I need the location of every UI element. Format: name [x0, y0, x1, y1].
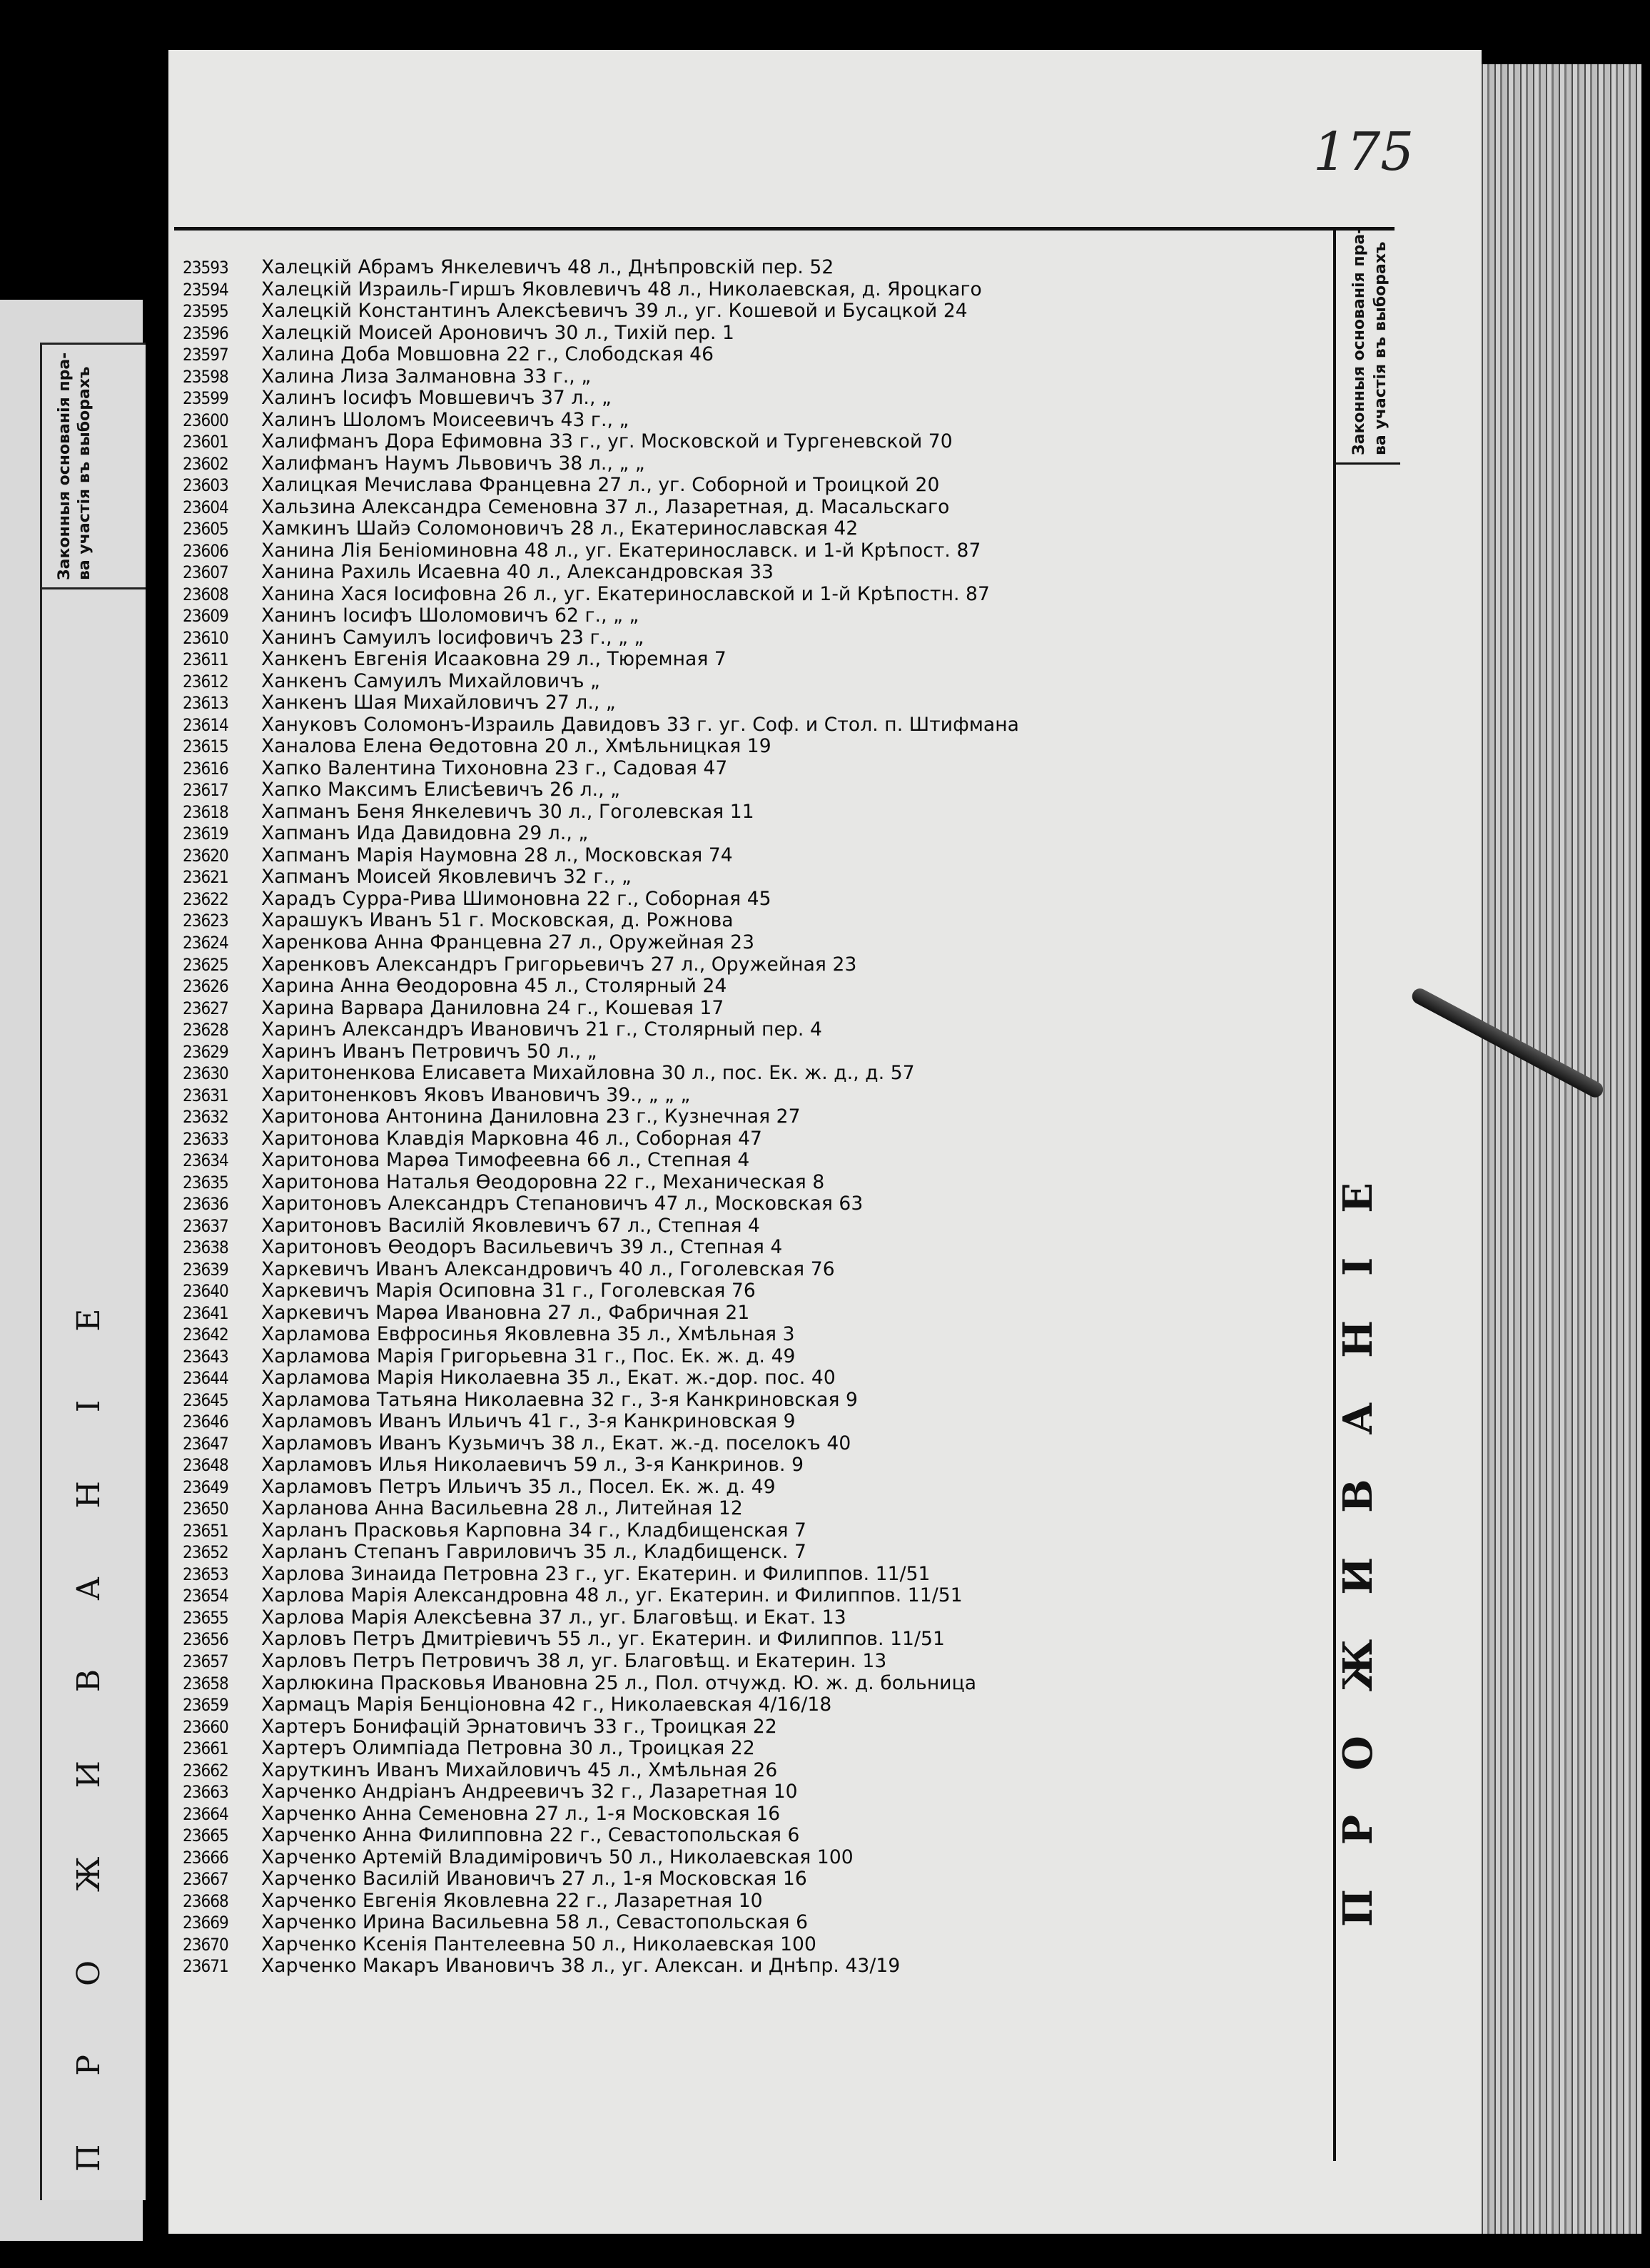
entry-number: 23666	[183, 1847, 228, 1868]
list-item	[183, 1564, 1310, 1586]
entry-text: Харченко Ирина Васильевна 58 л., Севастопольская 6	[261, 1911, 809, 1934]
list-item	[183, 1868, 1310, 1890]
entry-text: Ханинъ Самуилъ Іосифовичъ 23 г., „ „	[261, 626, 644, 649]
entry-text: Харитонова Клавдія Марковна 46 л., Соборная 47	[261, 1127, 763, 1150]
list-item	[183, 584, 1310, 606]
entry-text: Харенкова Анна Францевна 27 л., Оружейная 23	[261, 931, 755, 953]
list-item	[183, 1738, 1310, 1760]
entry-number: 23616	[183, 758, 228, 779]
entry-number: 23646	[183, 1412, 228, 1432]
entry-number: 23641	[183, 1302, 228, 1323]
list-item	[183, 1803, 1310, 1826]
right-header-line2: ва участія въ выборахъ	[1372, 241, 1390, 455]
list-item	[183, 692, 1310, 714]
entry-text: Халинъ Іосифъ Мовшевичъ 37 л., „	[261, 387, 612, 410]
left-column-frame	[40, 343, 146, 2200]
entry-number: 23623	[183, 911, 228, 931]
entry-text: Харловъ Петръ Петровичъ 38 л, уг. Благовѣщ. и Екатерин. 13	[261, 1650, 887, 1672]
entry-number: 23642	[183, 1325, 228, 1345]
entry-number: 23640	[183, 1281, 228, 1302]
entry-number: 23651	[183, 1520, 228, 1541]
entry-text: Харитонова Наталья Ѳеодоровна 22 г., Механическая 8	[261, 1170, 825, 1193]
list-item	[183, 1890, 1310, 1913]
entry-number: 23658	[183, 1673, 228, 1694]
entry-number: 23593	[183, 258, 228, 278]
entry-text: Ханина Лія Беніоминовна 48 л., уг. Екатеринославск. и 1-й Крѣпост. 87	[261, 539, 981, 562]
entry-number: 23660	[183, 1716, 228, 1737]
list-item	[183, 801, 1310, 824]
list-item	[183, 1280, 1310, 1302]
list-item	[183, 431, 1310, 453]
list-item	[183, 366, 1310, 388]
entry-number: 23670	[183, 1934, 228, 1955]
entry-text: Халецкій Моисей Ароновичъ 30 л., Тихій пер. 1	[261, 321, 734, 344]
entry-number: 23603	[183, 475, 228, 496]
list-item	[183, 1651, 1310, 1673]
list-item	[183, 323, 1310, 345]
list-item	[183, 1673, 1310, 1695]
entry-number: 23604	[183, 497, 228, 517]
entry-text: Харашукъ Иванъ 51 г. Московская, д. Рожнова	[261, 909, 734, 932]
list-item	[183, 453, 1310, 475]
right-header-line1: Законныя основанія пра-	[1350, 227, 1368, 455]
entry-text: Харламова Марія Григорьевна 31 г., Пос. Ек. ж. д. 49	[261, 1345, 796, 1367]
entry-text: Харланъ Прасковья Карповна 34 г., Кладбищенская 7	[261, 1519, 807, 1541]
entry-text: Ханкенъ Самуилъ Михайловичъ „	[261, 669, 600, 692]
list-item	[183, 1498, 1310, 1520]
entry-number: 23608	[183, 584, 228, 604]
entry-text: Харченко Евгенія Яковлевна 22 г., Лазаретная 10	[261, 1889, 763, 1912]
entry-text: Хапко Валентина Тихоновна 23 г., Садовая 47	[261, 756, 728, 779]
entry-number: 23628	[183, 1020, 228, 1041]
entry-number: 23655	[183, 1607, 228, 1628]
entry-text: Харламова Марія Николаевна 35 л., Екат. ж.-дор. пос. 40	[261, 1367, 836, 1389]
entry-text: Ханина Рахиль Исаевна 40 л., Александровская 33	[261, 561, 774, 584]
list-item	[183, 1237, 1310, 1259]
entry-number: 23636	[183, 1194, 228, 1215]
header-rule	[174, 227, 1395, 231]
entry-number: 23614	[183, 714, 228, 735]
entry-text: Харитоновъ Ѳеодоръ Васильевичъ 39 л., Степная 4	[261, 1236, 783, 1259]
entry-text: Халецкій Абрамъ Янкелевичъ 48 л., Днѣпровскій пер. 52	[261, 256, 834, 278]
list-item	[183, 932, 1310, 954]
entry-number: 23598	[183, 366, 228, 387]
entry-number: 23645	[183, 1389, 228, 1410]
list-item	[183, 562, 1310, 584]
list-item	[183, 1825, 1310, 1847]
list-item	[183, 1346, 1310, 1368]
entry-text: Харловъ Петръ Дмитріевичъ 55 л., уг. Екатерин. и Филиппов. 11/51	[261, 1628, 945, 1651]
entry-number: 23621	[183, 867, 228, 888]
entry-number: 23663	[183, 1782, 228, 1803]
entry-number: 23617	[183, 780, 228, 801]
entry-text: Халецкій Израиль-Гиршъ Яковлевичъ 48 л., Николаевская, д. Яроцкаго	[261, 278, 982, 300]
entry-number: 23632	[183, 1107, 228, 1128]
entry-text: Халина Лиза Залмановна 33 г., „	[261, 365, 592, 388]
entry-number: 23597	[183, 345, 228, 365]
list-item	[183, 1716, 1310, 1738]
list-item	[183, 1541, 1310, 1564]
entry-number: 23635	[183, 1172, 228, 1193]
entry-number: 23656	[183, 1629, 228, 1650]
entry-number: 23600	[183, 410, 228, 430]
entry-number: 23671	[183, 1956, 228, 1977]
entry-number: 23662	[183, 1760, 228, 1781]
entry-number: 23664	[183, 1803, 228, 1824]
list-item	[183, 823, 1310, 845]
list-item	[183, 866, 1310, 889]
list-item	[183, 736, 1310, 758]
entry-text: Харченко Анна Семеновна 27 л., 1-я Московская 16	[261, 1802, 781, 1825]
entry-text: Харина Анна Ѳеодоровна 45 л., Столярный 24	[261, 975, 727, 998]
entry-number: 23618	[183, 801, 228, 822]
entry-number: 23611	[183, 649, 228, 670]
entry-number: 23668	[183, 1890, 228, 1911]
entry-number: 23595	[183, 301, 228, 322]
entry-text: Харитоновъ Василій Яковлевичъ 67 л., Степная 4	[261, 1214, 760, 1237]
entry-number: 23627	[183, 998, 228, 1018]
entry-text: Харкевичъ Марѳа Ивановна 27 л., Фабричная 21	[261, 1301, 750, 1324]
entry-number: 23643	[183, 1346, 228, 1367]
list-item	[183, 497, 1310, 519]
right-header-text	[1349, 227, 1392, 455]
list-item	[183, 1934, 1310, 1956]
page-number: 175	[1313, 121, 1414, 183]
entry-number: 23630	[183, 1063, 228, 1084]
list-item	[183, 1389, 1310, 1412]
list-item	[183, 1607, 1310, 1629]
entry-text: Харинъ Александръ Ивановичъ 21 г., Столярный пер. 4	[261, 1018, 822, 1041]
entry-text: Халина Доба Мовшовна 22 г., Слободская 46	[261, 343, 714, 366]
entry-text: Харенковъ Александръ Григорьевичъ 27 л., Оружейная 23	[261, 953, 857, 976]
entry-text: Харченко Андріанъ Андреевичъ 32 г., Лазаретная 10	[261, 1781, 798, 1803]
list-item	[183, 1847, 1310, 1869]
entry-number: 23619	[183, 824, 228, 844]
page-edges	[1470, 64, 1641, 2234]
entry-text: Хануковъ Соломонъ-Израиль Давидовъ 33 г. уг. Соф. и Стол. п. Штифмана	[261, 713, 1020, 736]
entry-text: Харкевичъ Иванъ Александровичъ 40 л., Гоголевская 76	[261, 1257, 835, 1280]
list-item	[183, 279, 1310, 301]
list-item	[183, 845, 1310, 867]
entry-number: 23609	[183, 606, 228, 627]
list-item	[183, 1585, 1310, 1607]
list-item	[183, 410, 1310, 432]
entry-text: Харламовъ Иванъ Ильичъ 41 г., 3-я Канкриновская 9	[261, 1410, 796, 1433]
entry-number: 23661	[183, 1738, 228, 1759]
entry-number: 23638	[183, 1237, 228, 1258]
entry-text: Харитоненковъ Яковъ Ивановичъ 39., „ „ „	[261, 1083, 691, 1106]
previous-page-strip	[0, 300, 143, 2241]
entry-text: Хапко Максимъ Елисѣевичъ 26 л., „	[261, 779, 621, 801]
entry-number: 23644	[183, 1368, 228, 1389]
entry-number: 23612	[183, 671, 228, 692]
list-item	[183, 1041, 1310, 1063]
list-item	[183, 1128, 1310, 1150]
entry-number: 23629	[183, 1041, 228, 1062]
entry-number: 23626	[183, 976, 228, 997]
entry-number: 23659	[183, 1695, 228, 1716]
entry-number: 23596	[183, 323, 228, 343]
entry-text: Ханина Хася Іосифовна 26 л., уг. Екатеринославской и 1-й Крѣпостн. 87	[261, 582, 990, 605]
entry-number: 23602	[183, 453, 228, 474]
entry-number: 23620	[183, 845, 228, 866]
list-item	[183, 714, 1310, 736]
entry-text: Харланъ Степанъ Гавриловичъ 35 л., Кладбищенск. 7	[261, 1541, 807, 1564]
left-header-line2: ва участія въ выборахъ	[76, 366, 93, 580]
list-item	[183, 540, 1310, 562]
list-item	[183, 1433, 1310, 1455]
list-item	[183, 605, 1310, 627]
entry-text: Хартеръ Олимпіада Петровна 30 л., Троицкая 22	[261, 1737, 755, 1760]
right-column-header	[1336, 227, 1400, 465]
entry-text: Хапманъ Беня Янкелевичъ 30 л., Гоголевская 11	[261, 800, 754, 823]
list-item	[183, 1760, 1310, 1782]
entry-text: Халинъ Шоломъ Моисеевичъ 43 г., „	[261, 408, 629, 431]
entry-number: 23605	[183, 519, 228, 540]
entry-number: 23606	[183, 540, 228, 561]
entry-text: Хармацъ Марія Бенціоновна 42 г., Николаевская 4/16/18	[261, 1694, 832, 1716]
list-item	[183, 1324, 1310, 1346]
list-item	[183, 1019, 1310, 1041]
entry-number: 23657	[183, 1651, 228, 1671]
entry-text: Ханинъ Іосифъ Шоломовичъ 62 г., „ „	[261, 604, 639, 627]
entry-number: 23639	[183, 1259, 228, 1280]
entry-text: Харитоновъ Александръ Степановичъ 47 л., Московская 63	[261, 1193, 864, 1215]
entry-text: Халифманъ Наумъ Львовичъ 38 л., „ „	[261, 452, 645, 475]
entry-text: Хапманъ Моисей Яковлевичъ 32 г., „	[261, 866, 632, 889]
entry-number: 23601	[183, 432, 228, 452]
list-item	[183, 1193, 1310, 1215]
entry-text: Харламовъ Петръ Ильичъ 35 л., Посел. Ек. ж. д. 49	[261, 1475, 776, 1498]
list-item	[183, 910, 1310, 932]
list-item	[183, 1367, 1310, 1389]
entry-number: 23615	[183, 736, 228, 757]
list-item	[183, 1259, 1310, 1281]
entry-number: 23599	[183, 388, 228, 409]
entry-text: Харченко Макаръ Ивановичъ 38 л., уг. Алексан. и Днѣпр. 43/19	[261, 1955, 901, 1978]
left-header-text	[55, 345, 95, 580]
entry-number: 23624	[183, 932, 228, 953]
entry-text: Харуткинъ Иванъ Михайловичъ 45 л., Хмѣльная 26	[261, 1758, 778, 1781]
list-item	[183, 758, 1310, 780]
list-item	[183, 1172, 1310, 1194]
entry-number: 23648	[183, 1455, 228, 1476]
entry-text: Харламова Евфросинья Яковлевна 35 л., Хмѣльная 3	[261, 1323, 795, 1346]
right-vertical-title: ПРОЖИВАНІЕ	[1335, 1138, 1382, 1927]
list-item	[183, 1694, 1310, 1716]
list-item	[183, 518, 1310, 540]
entry-text: Харитонова Марѳа Тимофеевна 66 л., Степная 4	[261, 1149, 750, 1172]
entry-text: Хальзина Александра Семеновна 37 л., Лазаретная, д. Масальскаго	[261, 495, 950, 518]
entry-text: Харченко Анна Филипповна 22 г., Севастопольская 6	[261, 1824, 800, 1847]
entry-text: Хапманъ Ида Давидовна 29 л., „	[261, 822, 589, 845]
entry-text: Халецкій Константинъ Алексѣевичъ 39 л., уг. Кошевой и Бусацкой 24	[261, 300, 968, 323]
entry-number: 23667	[183, 1869, 228, 1890]
entry-text: Ханкенъ Шая Михайловичъ 27 л., „	[261, 692, 616, 714]
list-item	[183, 627, 1310, 649]
entry-number: 23607	[183, 562, 228, 583]
list-item	[183, 388, 1310, 410]
entry-number: 23669	[183, 1913, 228, 1933]
entry-number: 23653	[183, 1564, 228, 1584]
entry-number: 23652	[183, 1542, 228, 1563]
entry-number: 23650	[183, 1499, 228, 1519]
list-item	[183, 649, 1310, 671]
list-item	[183, 300, 1310, 323]
entry-text: Халифманъ Дора Ефимовна 33 г., уг. Московской и Тургеневской 70	[261, 430, 953, 453]
list-item	[183, 1781, 1310, 1803]
entry-text: Ханалова Елена Ѳедотовна 20 л., Хмѣльницкая 19	[261, 735, 771, 758]
list-item	[183, 1302, 1310, 1325]
list-item	[183, 1106, 1310, 1128]
list-item	[183, 1150, 1310, 1172]
entry-text: Халицкая Мечислава Францевна 27 л., уг. Соборной и Троицкой 20	[261, 474, 940, 497]
entry-number: 23654	[183, 1586, 228, 1606]
entry-text: Харченко Ксенія Пантелеевна 50 л., Николаевская 100	[261, 1933, 816, 1955]
list-item	[183, 779, 1310, 801]
list-item	[183, 1520, 1310, 1542]
entry-number: 23613	[183, 693, 228, 714]
left-vertical-title: ПРОЖИВАНІЕ	[71, 1240, 107, 2172]
list-item	[183, 1629, 1310, 1651]
list-item	[183, 344, 1310, 366]
entry-number: 23633	[183, 1128, 228, 1149]
entry-number: 23647	[183, 1433, 228, 1454]
list-item	[183, 998, 1310, 1020]
entry-text: Харченко Василій Ивановичъ 27 л., 1-я Московская 16	[261, 1868, 807, 1890]
entry-text: Харченко Артемій Владиміровичъ 50 л., Николаевская 100	[261, 1846, 854, 1868]
entry-text: Харламовъ Иванъ Кузьмичъ 38 л., Екат. ж.-д. поселокъ 40	[261, 1432, 851, 1454]
entry-number: 23631	[183, 1085, 228, 1105]
register-entries	[183, 257, 1310, 1978]
entry-number: 23594	[183, 279, 228, 300]
list-item	[183, 1454, 1310, 1477]
left-header-line1: Законныя основанія пра-	[56, 352, 74, 580]
list-item	[183, 475, 1310, 497]
entry-text: Харитоненкова Елисавета Михайловна 30 л., пос. Ек. ж. д., д. 57	[261, 1062, 915, 1085]
entry-text: Харина Варвара Даниловна 24 г., Кошевая 17	[261, 996, 724, 1019]
entry-text: Харлова Марія Александровна 48 л., уг. Екатерин. и Филиппов. 11/51	[261, 1584, 963, 1607]
entry-number: 23665	[183, 1826, 228, 1846]
entry-text: Харадъ Сурра-Рива Шимоновна 22 г., Соборная 45	[261, 887, 771, 910]
entry-text: Ханкенъ Евгенія Исааковна 29 л., Тюремная 7	[261, 648, 727, 671]
entry-text: Харламова Татьяна Николаевна 32 г., 3-я Канкриновская 9	[261, 1388, 858, 1411]
list-item	[183, 954, 1310, 976]
list-item	[183, 1477, 1310, 1499]
entry-text: Харланова Анна Васильевна 28 л., Литейная 12	[261, 1497, 743, 1520]
entry-text: Хартеръ Бонифацій Эрнатовичъ 33 г., Троицкая 22	[261, 1715, 777, 1738]
list-item	[183, 257, 1310, 279]
list-item	[183, 976, 1310, 998]
list-item	[183, 1085, 1310, 1107]
list-item	[183, 1063, 1310, 1085]
entry-number: 23634	[183, 1150, 228, 1171]
entry-text: Харлова Марія Алексѣевна 37 л., уг. Благовѣщ. и Екат. 13	[261, 1606, 846, 1629]
entry-text: Харлюкина Прасковья Ивановна 25 л., Пол. отчужд. Ю. ж. д. больница	[261, 1671, 977, 1694]
entry-text: Харламовъ Илья Николаевичъ 59 л., 3-я Канкринов. 9	[261, 1454, 804, 1477]
entry-text: Хапманъ Марія Наумовна 28 л., Московская 74	[261, 844, 733, 866]
list-item	[183, 1912, 1310, 1934]
list-item	[183, 1215, 1310, 1237]
entry-number: 23610	[183, 627, 228, 648]
list-item	[183, 671, 1310, 693]
entry-number: 23625	[183, 954, 228, 975]
entry-number: 23622	[183, 889, 228, 909]
entry-number: 23637	[183, 1215, 228, 1236]
left-column-header	[42, 345, 146, 589]
entry-text: Хамкинъ Шайэ Соломоновичъ 28 л., Екатеринославская 42	[261, 517, 859, 540]
list-item	[183, 889, 1310, 911]
list-item	[183, 1955, 1310, 1978]
entry-text: Харитонова Антонина Даниловна 23 г., Кузнечная 27	[261, 1105, 801, 1128]
entry-text: Харкевичъ Марія Осиповна 31 г., Гоголевская 76	[261, 1280, 756, 1302]
entry-text: Харинъ Иванъ Петровичъ 50 л., „	[261, 1040, 597, 1063]
entry-number: 23649	[183, 1477, 228, 1497]
list-item	[183, 1411, 1310, 1433]
entry-text: Харлова Зинаида Петровна 23 г., уг. Екатерин. и Филиппов. 11/51	[261, 1562, 931, 1585]
